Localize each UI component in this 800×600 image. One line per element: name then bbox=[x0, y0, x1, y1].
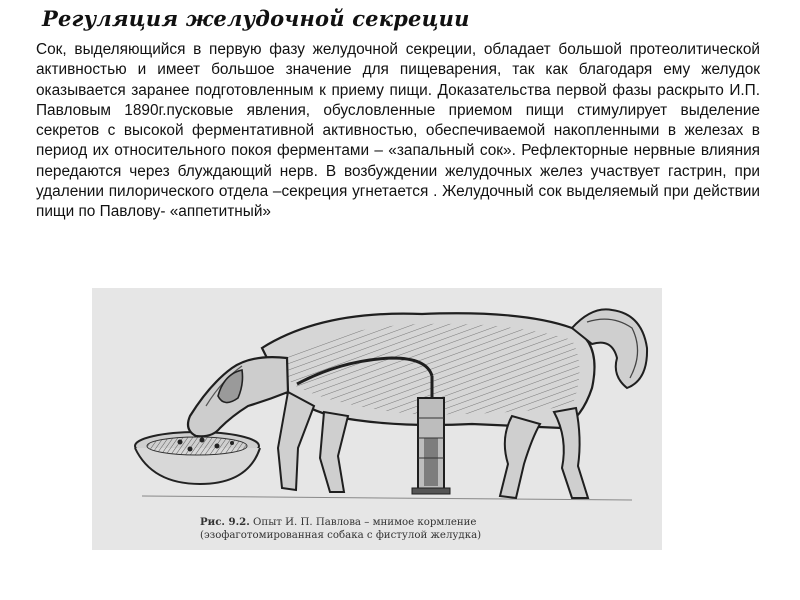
figure-caption-line1: Опыт И. П. Павлова – мнимое кормление bbox=[253, 517, 477, 528]
figure-caption-line2: (эзофаготомированная собака с фистулой желудка) bbox=[200, 530, 482, 541]
ground bbox=[142, 496, 632, 500]
slide-title: Регуляция желудочной секреции bbox=[42, 6, 470, 31]
figure-caption bbox=[200, 516, 640, 542]
collecting-cylinder bbox=[412, 398, 450, 494]
pavlov-dog-illustration bbox=[92, 288, 662, 550]
dog-drawing bbox=[92, 288, 662, 550]
food-bowl bbox=[135, 432, 260, 484]
body-paragraph: Сок, выделяющийся в первую фазу желудочной секреции, обладает большой протеолитической активностью и имеет большое значение для пищеварения, так как благодаря ему желудок оказывается заранее подготовленным к приему пищи. Доказательства первой фазы раскрыто И.П. Павловым 1890г.пусковые явления, обусловленные приемом пищи стимулирует выделение секретов с высокой ферментативной активностью, обеспечиваемой накопленными в железах в период их относительного покоя ферментами – «запальный сок». Рефлекторные нервные влияния передаются через блуждающий нерв. В возбуждении желудочных желез участвует гастрин, при удалении пилорического отдела –секреция угнетается . Желудочный сок выделяемый при действии пищи по Павлову- «аппетитный» bbox=[36, 41, 760, 221]
figure-number: Рис. 9.2. bbox=[200, 516, 250, 528]
